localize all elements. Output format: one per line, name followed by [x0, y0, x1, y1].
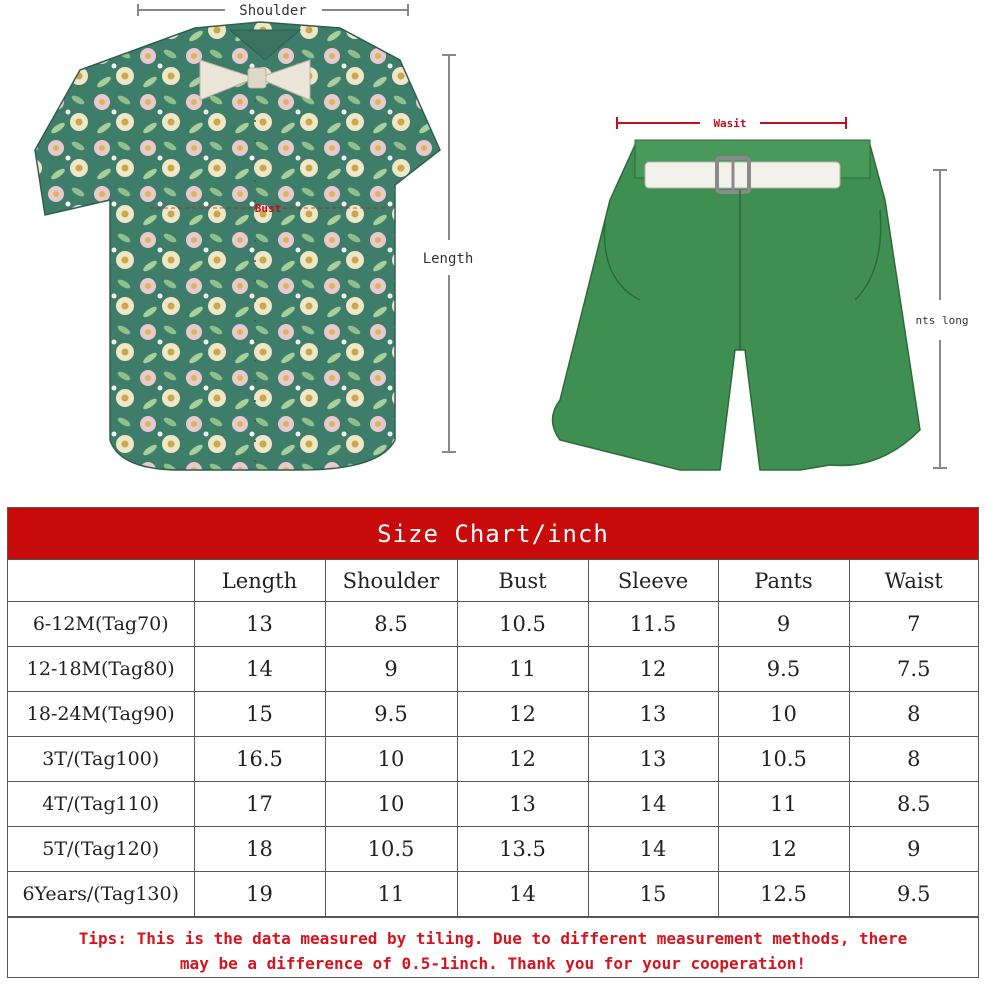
- shoulder-cell: 8.5: [325, 602, 457, 647]
- bust-cell: 10.5: [457, 602, 588, 647]
- bust-label: Bust: [254, 202, 282, 215]
- shoulder-measure: [138, 3, 408, 19]
- waist-measure: [617, 117, 846, 130]
- header-cell: [8, 560, 194, 602]
- waist-cell: 7.5: [849, 647, 978, 692]
- size-cell: 12-18M(Tag80): [8, 647, 194, 692]
- size-chart-title: Size Chart/inch: [8, 508, 978, 560]
- table-row: [8, 602, 978, 647]
- size-chart: [7, 507, 979, 978]
- waist-cell: 8: [849, 737, 978, 782]
- size-table: [8, 560, 978, 917]
- header-length: Length: [194, 560, 325, 602]
- pants-cell: 12: [718, 827, 849, 872]
- pants-cell: 12.5: [718, 872, 849, 917]
- bust-cell: 11: [457, 647, 588, 692]
- size-cell: 6Years/(Tag130): [8, 872, 194, 917]
- sleeve-cell: 11.5: [588, 602, 718, 647]
- pants-cell: 11: [718, 782, 849, 827]
- shoulder-cell: 11: [325, 872, 457, 917]
- sleeve-cell: 13: [588, 692, 718, 737]
- tips-line-1: Tips: This is the data measured by tiling. Due to different measurement methods, there: [78, 929, 908, 948]
- table-row: [8, 737, 978, 782]
- length-cell: 16.5: [194, 737, 325, 782]
- tips-line-2: may be a difference of 0.5-1inch. Thank you for your cooperation!: [179, 954, 807, 973]
- sleeve-cell: 14: [588, 782, 718, 827]
- pants-cell: 9.5: [718, 647, 849, 692]
- size-cell: 18-24M(Tag90): [8, 692, 194, 737]
- header-pants: Pants: [718, 560, 849, 602]
- bust-cell: 12: [457, 737, 588, 782]
- bust-cell: 12: [457, 692, 588, 737]
- shorts-image: [553, 140, 921, 470]
- pants-cell: 9: [718, 602, 849, 647]
- header-shoulder: Shoulder: [325, 560, 457, 602]
- table-row: [8, 872, 978, 917]
- shoulder-cell: 9.5: [325, 692, 457, 737]
- shoulder-cell: 9: [325, 647, 457, 692]
- waist-cell: 8.5: [849, 782, 978, 827]
- header-row: [8, 560, 978, 602]
- shoulder-cell: 10.5: [325, 827, 457, 872]
- tips-note: [8, 917, 978, 984]
- sleeve-cell: 12: [588, 647, 718, 692]
- length-measure: [423, 55, 474, 452]
- pants-cell: 10.5: [718, 737, 849, 782]
- size-cell: 4T/(Tag110): [8, 782, 194, 827]
- size-cell: 3T/(Tag100): [8, 737, 194, 782]
- length-cell: 13: [194, 602, 325, 647]
- bust-cell: 14: [457, 872, 588, 917]
- waist-cell: 8: [849, 692, 978, 737]
- waist-cell: 9.5: [849, 872, 978, 917]
- size-cell: 6-12M(Tag70): [8, 602, 194, 647]
- header-sleeve: Sleeve: [588, 560, 718, 602]
- length-cell: 14: [194, 647, 325, 692]
- shoulder-cell: 10: [325, 782, 457, 827]
- bust-cell: 13: [457, 782, 588, 827]
- header-waist: Waist: [849, 560, 978, 602]
- sleeve-cell: 14: [588, 827, 718, 872]
- waist-measure-label: Wasit: [713, 117, 747, 130]
- length-label: Length: [422, 251, 474, 267]
- pants-long-label: nts long: [915, 314, 969, 327]
- bust-cell: 13.5: [457, 827, 588, 872]
- shoulder-cell: 10: [325, 737, 457, 782]
- pants-cell: 10: [718, 692, 849, 737]
- sleeve-cell: 15: [588, 872, 718, 917]
- table-row: [8, 692, 978, 737]
- table-row: [8, 647, 978, 692]
- length-cell: 19: [194, 872, 325, 917]
- length-cell: 17: [194, 782, 325, 827]
- size-cell: 5T/(Tag120): [8, 827, 194, 872]
- shoulder-label: Shoulder: [239, 3, 307, 19]
- table-row: [8, 827, 978, 872]
- waist-cell: 9: [849, 827, 978, 872]
- length-cell: 15: [194, 692, 325, 737]
- shirt-image: [35, 22, 440, 470]
- pants-long-measure: [916, 170, 969, 468]
- length-cell: 18: [194, 827, 325, 872]
- header-bust: Bust: [457, 560, 588, 602]
- sleeve-cell: 13: [588, 737, 718, 782]
- table-row: [8, 782, 978, 827]
- belt: [645, 158, 840, 192]
- waist-cell: 7: [849, 602, 978, 647]
